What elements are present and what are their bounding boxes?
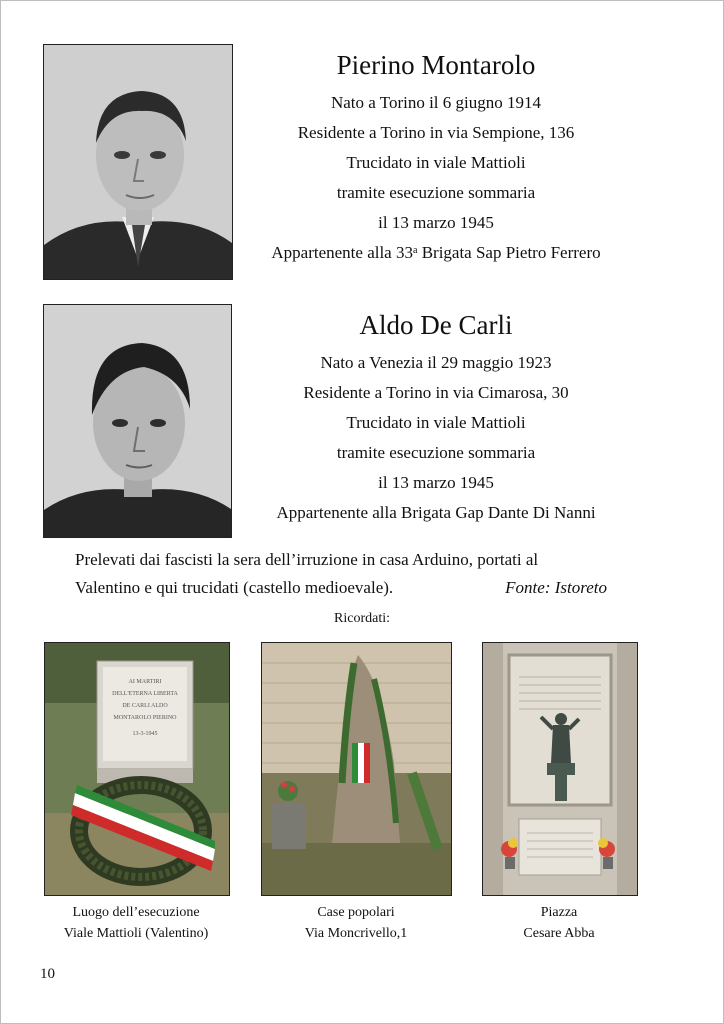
source-credit: Fonte: Istoreto bbox=[505, 578, 607, 597]
ricordati-heading: Ricordati: bbox=[334, 611, 390, 626]
paragraph-line-2-text: Valentino e qui trucidati (castello medioevale). bbox=[75, 578, 394, 597]
residence-line: Residente a Torino in via Sempione, 136 bbox=[297, 123, 575, 142]
unit-line: Appartenente alla Brigata Gap Dante Di Nanni bbox=[276, 503, 596, 522]
unit-rest: Brigata Sap Pietro Ferrero bbox=[417, 243, 601, 262]
killed-line: Trucidato in viale Mattioli bbox=[346, 413, 526, 432]
event-paragraph bbox=[75, 546, 615, 602]
bio-pierino-montarolo bbox=[240, 48, 632, 268]
unit-line bbox=[240, 238, 632, 268]
date-line: il 13 marzo 1945 bbox=[378, 213, 494, 232]
killed-line: Trucidato in viale Mattioli bbox=[346, 153, 526, 172]
page-number: 10 bbox=[40, 966, 55, 982]
caption-line-1: Luogo dell’esecuzione bbox=[72, 905, 200, 920]
svg-text:13-3-1945: 13-3-1945 bbox=[132, 731, 158, 737]
caption-line-1: Case popolari bbox=[317, 905, 395, 920]
portrait-photo-aldo-de-carli bbox=[43, 304, 232, 538]
residence-line: Residente a Torino in via Cimarosa, 30 bbox=[303, 383, 569, 402]
memorial-photo-case-popolari bbox=[261, 642, 452, 896]
caption-case-popolari bbox=[260, 902, 452, 944]
caption-line-2: Via Moncrivello,1 bbox=[304, 926, 408, 941]
svg-text:AI MARTIRI: AI MARTIRI bbox=[128, 679, 162, 685]
birth-line: Nato a Torino il 6 giugno 1914 bbox=[330, 93, 542, 112]
portrait-photo-pierino-montarolo bbox=[43, 44, 233, 280]
caption-viale-mattioli bbox=[30, 902, 242, 944]
date-line: il 13 marzo 1945 bbox=[378, 473, 494, 492]
unit-ordinal: a bbox=[412, 245, 418, 256]
paragraph-line-2 bbox=[75, 574, 615, 602]
manner-line: tramite esecuzione sommaria bbox=[336, 183, 536, 202]
person-name: Aldo De Carli bbox=[359, 310, 513, 340]
paragraph-line-1: Prelevati dai fascisti la sera dell’irruzione in casa Arduino, portati al bbox=[75, 550, 539, 569]
bio-aldo-de-carli bbox=[240, 308, 632, 528]
caption-line-2: Cesare Abba bbox=[523, 926, 595, 941]
memorial-photo-viale-mattioli bbox=[44, 642, 230, 896]
caption-line-2: Viale Mattioli (Valentino) bbox=[63, 926, 209, 941]
memorial-photo-piazza-cesare-abba bbox=[482, 642, 638, 896]
caption-piazza-cesare-abba bbox=[482, 902, 636, 944]
unit-prefix: Appartenente alla 33 bbox=[271, 243, 413, 262]
birth-line: Nato a Venezia il 29 maggio 1923 bbox=[320, 353, 552, 372]
svg-text:DE CARLI ALDO: DE CARLI ALDO bbox=[122, 703, 168, 709]
caption-line-1: Piazza bbox=[540, 905, 578, 920]
manner-line: tramite esecuzione sommaria bbox=[336, 443, 536, 462]
svg-text:DELL'ETERNA LIBERTA: DELL'ETERNA LIBERTA bbox=[112, 691, 178, 697]
person-name: Pierino Montarolo bbox=[336, 50, 536, 80]
svg-text:MONTAROLO PIERINO: MONTAROLO PIERINO bbox=[113, 715, 177, 721]
